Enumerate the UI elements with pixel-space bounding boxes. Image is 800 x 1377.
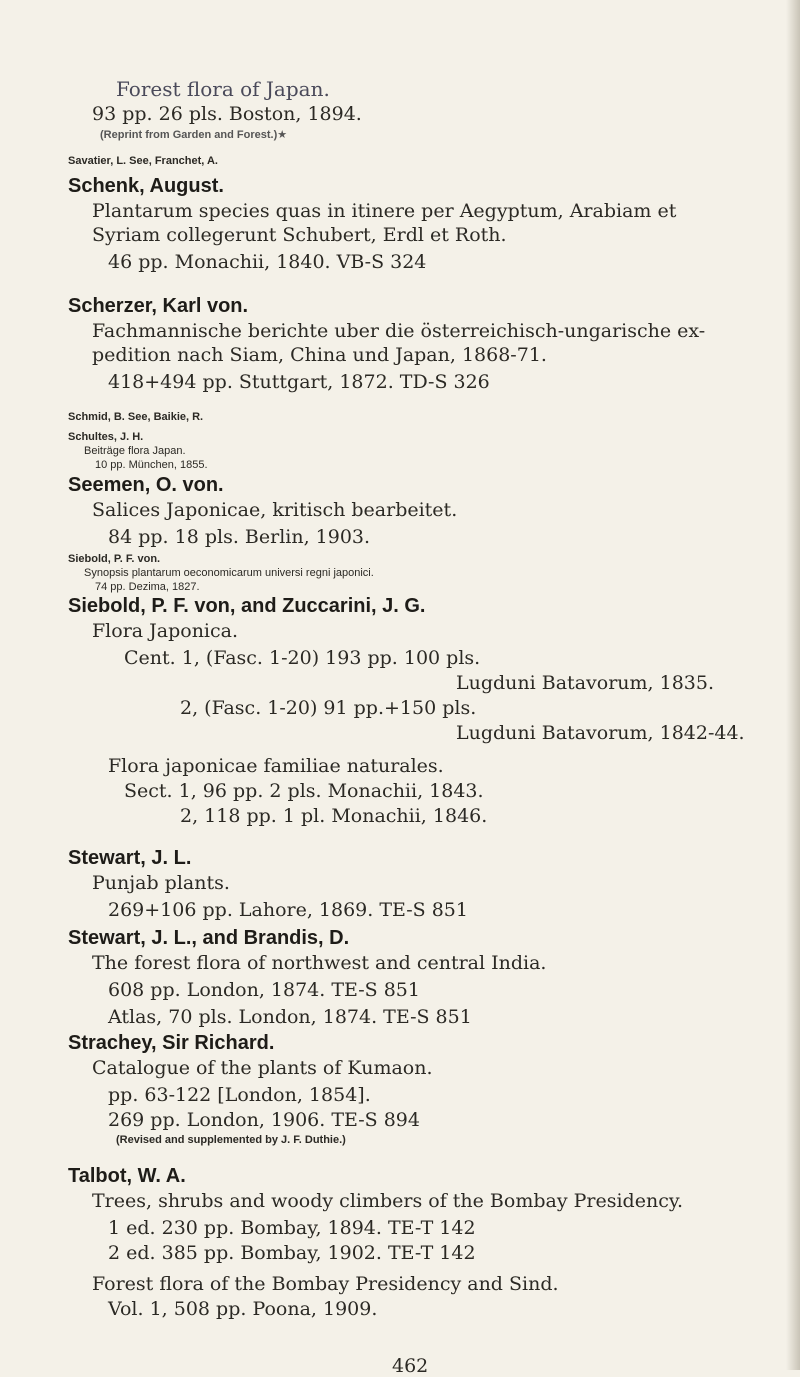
page-number: 462 — [392, 1355, 429, 1377]
entry-title: Syriam collegerunt Schubert, Erdl et Roth. — [92, 224, 507, 246]
entry-title: Fachmannische berichte uber die österreichisch-ungarische ex- — [92, 320, 706, 342]
entry-title: The forest flora of northwest and central India. — [92, 952, 547, 974]
entry-schultes — [68, 432, 788, 471]
entry-imprint: 46 pp. Monachii, 1840. VB-S 324 — [108, 251, 427, 273]
entry-imprint: Vol. 1, 508 pp. Poona, 1909. — [108, 1298, 378, 1320]
entry-imprint: 1 ed. 230 pp. Bombay, 1894. TE-T 142 — [108, 1217, 476, 1239]
entry-author: Strachey, Sir Richard. — [68, 1032, 275, 1054]
entry-imprint: 74 pp. Dezima, 1827. — [95, 581, 200, 593]
entry-siebold-zuccarini — [68, 596, 788, 826]
entry-stewart — [68, 848, 788, 920]
entry-title: Forest flora of the Bombay Presidency and Sind. — [92, 1273, 559, 1295]
entry-savatier — [68, 156, 788, 167]
entry-author: Schenk, August. — [68, 175, 224, 197]
entry-imprint: pp. 63-122 [London, 1854]. — [108, 1084, 371, 1106]
entry-author: Siebold, P. F. von. — [68, 553, 161, 565]
entry-place: Lugduni Batavorum, 1842-44. — [456, 722, 745, 744]
entry-imprint: Sect. 1, 96 pp. 2 pls. Monachii, 1843. — [124, 780, 484, 802]
entry-title: Beiträge flora Japan. — [84, 445, 186, 457]
entry-imprint: 608 pp. London, 1874. TE-S 851 — [108, 979, 420, 1001]
entry-title: Trees, shrubs and woody climbers of the Bombay Presidency. — [92, 1190, 684, 1212]
entry-imprint: 93 pp. 26 pls. Boston, 1894. — [92, 103, 362, 125]
entry-author: Siebold, P. F. von, and Zuccarini, J. G. — [68, 595, 426, 617]
entry-title: pedition nach Siam, China und Japan, 1868-71. — [92, 344, 547, 366]
entry-strachey — [68, 1033, 788, 1146]
entry-title: Forest flora of Japan. — [116, 77, 330, 101]
entry-imprint: 269 pp. London, 1906. TE-S 894 — [108, 1109, 420, 1131]
entry-author: Seemen, O. von. — [68, 474, 224, 496]
entry-forest-flora-japan — [92, 77, 800, 141]
entry-imprint: 2 ed. 385 pp. Bombay, 1902. TE-T 142 — [108, 1242, 476, 1264]
entry-title: Salices Japonicae, kritisch bearbeitet. — [92, 499, 458, 521]
entry-title: Plantarum species quas in itinere per Aegyptum, Arabiam et — [92, 200, 677, 222]
entry-schenk — [68, 176, 788, 272]
entry-schmid — [68, 412, 788, 423]
entry-talbot — [68, 1166, 788, 1319]
entry-author: Schultes, J. H. — [68, 431, 144, 443]
entry-title: Punjab plants. — [92, 872, 230, 894]
entry-author: Talbot, W. A. — [68, 1165, 186, 1187]
entry-imprint: 84 pp. 18 pls. Berlin, 1903. — [108, 526, 371, 548]
entry-author: Stewart, J. L. — [68, 847, 192, 869]
page-edge-shadow — [786, 0, 800, 1370]
entry-imprint: 2, 118 pp. 1 pl. Monachii, 1846. — [180, 805, 488, 827]
entry-imprint: 10 pp. München, 1855. — [95, 459, 208, 471]
entry-scherzer — [68, 296, 788, 392]
entry-title: Flora Japonica. — [92, 620, 239, 642]
entry-imprint: 269+106 pp. Lahore, 1869. TE-S 851 — [108, 899, 468, 921]
entry-siebold-synopsis — [68, 554, 788, 593]
cross-reference: Savatier, L. See, Franchet, A. — [68, 155, 218, 167]
entry-imprint: 2, (Fasc. 1-20) 91 pp.+150 pls. — [180, 697, 477, 719]
entry-stewart-brandis — [68, 928, 788, 1027]
entry-imprint: 418+494 pp. Stuttgart, 1872. TD-S 326 — [108, 371, 490, 393]
entry-imprint: Cent. 1, (Fasc. 1-20) 193 pp. 100 pls. — [124, 647, 481, 669]
entry-seemen — [68, 475, 788, 547]
entry-title: Flora japonicae familiae naturales. — [108, 755, 444, 777]
entry-note: (Revised and supplemented by J. F. Duthie.) — [116, 1134, 346, 1146]
entry-title: Synopsis plantarum oeconomicarum universi regni japonici. — [84, 567, 374, 579]
entry-author: Stewart, J. L., and Brandis, D. — [68, 927, 350, 949]
entry-author: Scherzer, Karl von. — [68, 295, 249, 317]
entry-title: Catalogue of the plants of Kumaon. — [92, 1057, 433, 1079]
entry-note: (Reprint from Garden and Forest.)★ — [100, 129, 288, 141]
entry-imprint: Atlas, 70 pls. London, 1874. TE-S 851 — [108, 1006, 472, 1028]
entry-place: Lugduni Batavorum, 1835. — [456, 672, 715, 694]
cross-reference: Schmid, B. See, Baikie, R. — [68, 411, 204, 423]
